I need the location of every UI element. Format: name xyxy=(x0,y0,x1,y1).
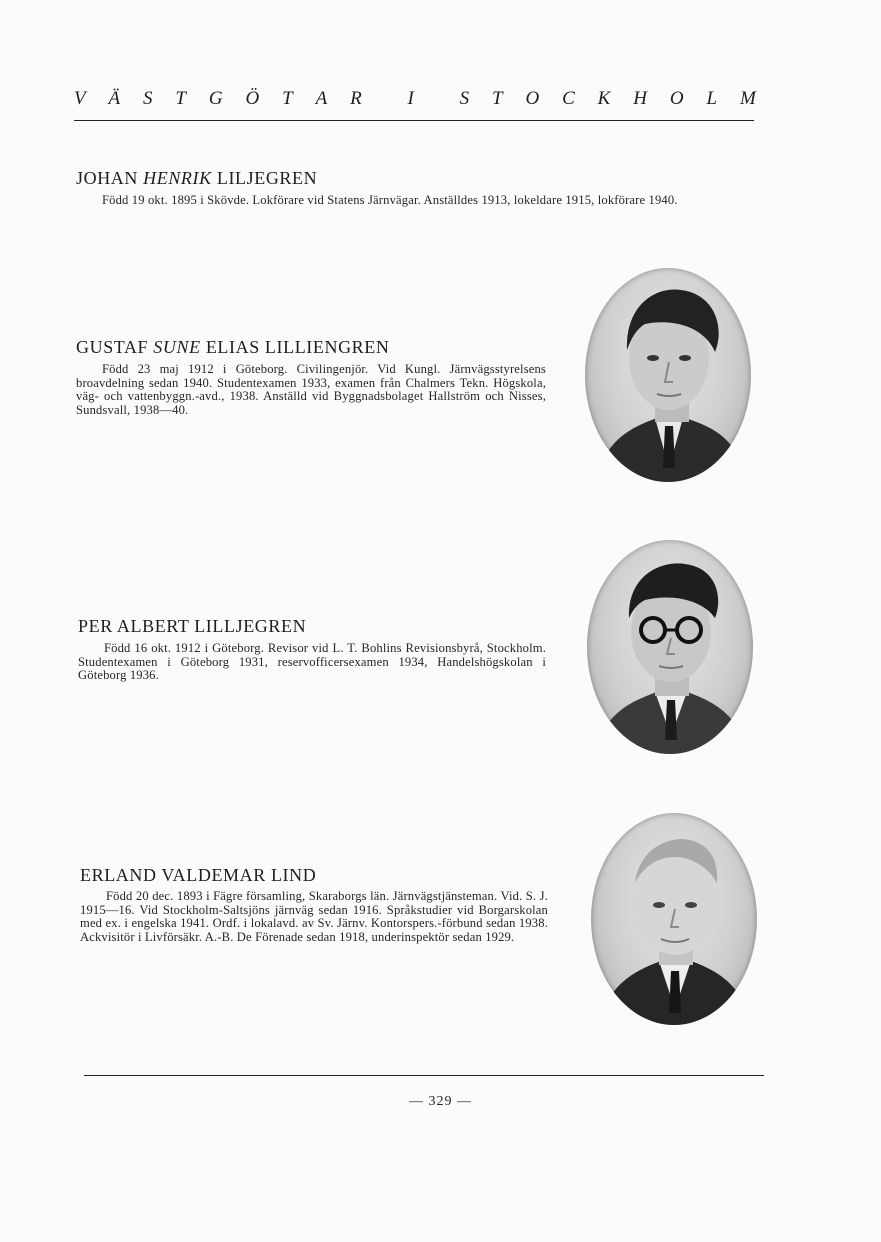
header-letter: A xyxy=(315,88,328,109)
entry-biography: Född 20 dec. 1893 i Fägre församling, Skaraborgs län. Järnvägstjänsteman. Vid. S. J. 1915—16. Vid Stockholm-Saltsjöns järnväg sedan 1916. Språkstudier vid Borgarskolan med ex. i engelska 1941. Ordf. i lokalavd. av Sv. Järnv. Kontorspers.-förbund sedan 1938. Ackvisitör i Livförsäkr. A.-B. De Förenade sedan 1918, underinspektör sedan 1929. xyxy=(80,889,548,944)
header-letter: L xyxy=(706,88,718,109)
full-name: ERLAND VALDEMAR LIND xyxy=(80,865,317,885)
called-name: SUNE xyxy=(153,337,201,357)
portrait-photo xyxy=(587,540,753,754)
header-letter: O xyxy=(525,88,540,109)
running-header xyxy=(74,88,756,110)
surname: ELIAS LILLIENGREN xyxy=(205,337,390,357)
header-letter: T xyxy=(491,88,503,109)
entry-name xyxy=(78,616,306,637)
portrait-man-elder-icon xyxy=(591,813,757,1025)
full-name: PER ALBERT LILLJEGREN xyxy=(78,616,307,636)
portrait-man-glasses-icon xyxy=(587,540,753,754)
entry-name xyxy=(80,865,316,886)
portrait-photo xyxy=(585,268,751,482)
header-letter: T xyxy=(282,88,293,109)
header-letter: Ö xyxy=(245,88,260,109)
entry-name xyxy=(76,168,317,189)
header-letter: Ä xyxy=(108,88,121,109)
surname: LILJEGREN xyxy=(216,168,318,188)
entry-biography: Född 19 okt. 1895 i Skövde. Lokförare vid Statens Järnvägar. Anställdes 1913, lokeldare 1915, lokförare 1940. xyxy=(102,193,678,207)
header-letter: G xyxy=(208,88,223,109)
header-letter: K xyxy=(597,88,611,109)
portrait-man-young-icon xyxy=(585,268,751,482)
called-name: HENRIK xyxy=(143,168,212,188)
header-letter: I xyxy=(407,88,414,109)
entry-name xyxy=(76,337,389,358)
header-letter: T xyxy=(175,88,186,109)
page-number: — 329 — xyxy=(409,1094,472,1109)
header-rule xyxy=(74,120,754,121)
header-letter: V xyxy=(74,88,86,109)
header-letter: R xyxy=(350,88,362,109)
header-letter: S xyxy=(459,88,470,109)
header-letter: C xyxy=(562,88,575,109)
header-letter: M xyxy=(739,88,756,109)
header-letter: H xyxy=(633,88,647,109)
given-name: JOHAN xyxy=(76,168,139,188)
given-name: GUSTAF xyxy=(76,337,149,357)
entry-biography: Född 16 okt. 1912 i Göteborg. Revisor vid L. T. Bohlins Revisionsbyrå, Stockholm. Studentexamen i Göteborg 1931, reservofficersexamen 1934, Handelshögskolan i Göteborg 1936. xyxy=(78,641,546,682)
portrait-photo xyxy=(591,813,757,1025)
entry-biography: Född 23 maj 1912 i Göteborg. Civilingenjör. Vid Kungl. Järnvägsstyrelsens broavdelning sedan 1940. Studentexamen 1933, examen från Chalmers Tekn. Högskola, väg- och vattenbyggn.-avd., 1938. Anställd vid Byggnadsbolaget Hallström och Nisses, Sundsvall, 1938—40. xyxy=(76,362,546,417)
footer-rule xyxy=(84,1075,764,1076)
header-letter: O xyxy=(669,88,684,109)
header-letter: S xyxy=(143,88,153,109)
